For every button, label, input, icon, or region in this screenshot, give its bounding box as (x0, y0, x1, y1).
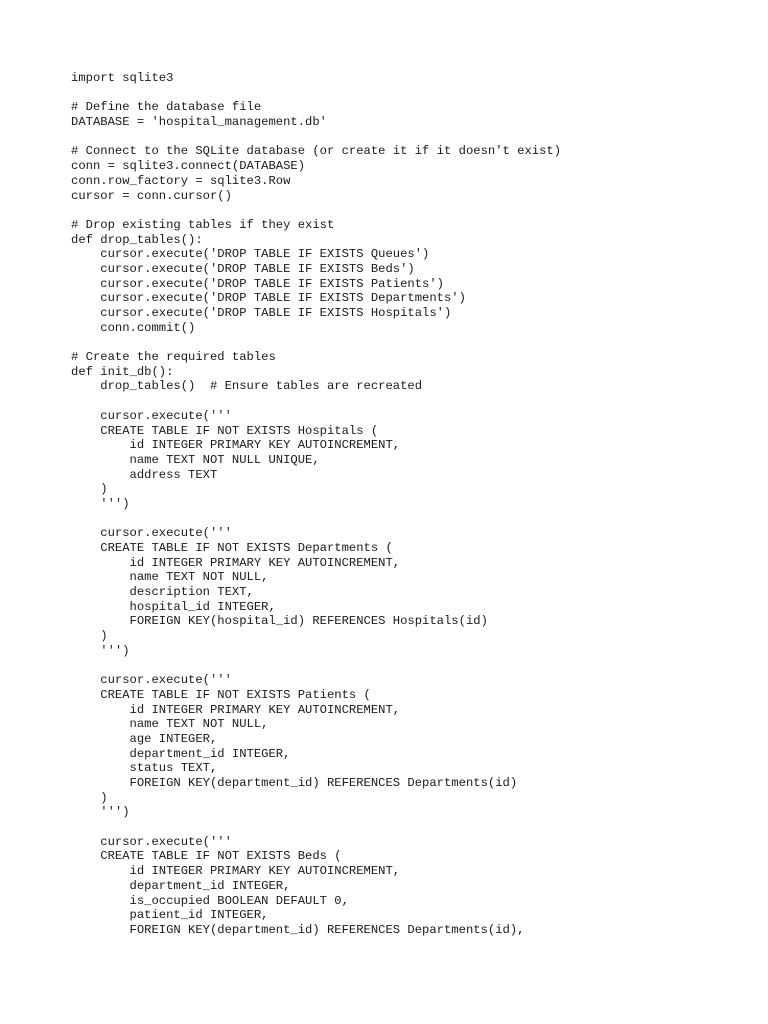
code-line: FOREIGN KEY(department_id) REFERENCES Departments(id), (71, 922, 525, 937)
code-line: hospital_id INTEGER, (71, 599, 276, 614)
code-listing (71, 71, 561, 938)
code-line: FOREIGN KEY(hospital_id) REFERENCES Hospitals(id) (71, 614, 488, 629)
code-line: id INTEGER PRIMARY KEY AUTOINCREMENT, (71, 438, 401, 453)
code-line (71, 394, 561, 409)
code-line (71, 659, 561, 674)
code-line: CREATE TABLE IF NOT EXISTS Beds ( (71, 849, 342, 864)
code-line: description TEXT, (71, 585, 254, 600)
code-line (71, 203, 561, 218)
code-line: # Define the database file (71, 100, 262, 115)
code-line: CREATE TABLE IF NOT EXISTS Departments ( (71, 541, 393, 555)
code-line: cursor.execute('DROP TABLE IF EXISTS Queues') (71, 247, 430, 262)
code-line (71, 335, 561, 350)
code-line: id INTEGER PRIMARY KEY AUTOINCREMENT, (71, 702, 401, 717)
code-line: department_id INTEGER, (71, 878, 291, 893)
code-line (71, 512, 561, 527)
code-line: conn.commit() (71, 320, 196, 335)
code-line: drop_tables() # Ensure tables are recreated (71, 379, 423, 394)
code-line: def drop_tables(): (71, 232, 203, 247)
code-line: ) (71, 629, 108, 644)
code-line: cursor.execute('DROP TABLE IF EXISTS Hospitals') (71, 306, 452, 320)
code-line: import sqlite3 (71, 71, 174, 85)
code-line: name TEXT NOT NULL UNIQUE, (71, 452, 320, 467)
code-line: patient_id INTEGER, (71, 908, 269, 923)
code-line: # Drop existing tables if they exist (71, 217, 335, 232)
code-line (71, 86, 561, 101)
code-line: id INTEGER PRIMARY KEY AUTOINCREMENT, (71, 555, 401, 570)
code-line: conn = sqlite3.connect(DATABASE) (71, 159, 306, 174)
code-line: age INTEGER, (71, 731, 218, 746)
code-line: cursor.execute('DROP TABLE IF EXISTS Patients') (71, 276, 444, 291)
code-line: FOREIGN KEY(department_id) REFERENCES Departments(id) (71, 776, 518, 790)
code-line: ) (71, 790, 108, 805)
code-line: conn.row_factory = sqlite3.Row (71, 173, 291, 188)
code-line: ''') (71, 643, 130, 658)
code-line: cursor.execute(''' (71, 834, 232, 849)
code-line: CREATE TABLE IF NOT EXISTS Hospitals ( (71, 423, 379, 438)
code-line: cursor.execute(''' (71, 526, 232, 541)
code-line: department_id INTEGER, (71, 746, 291, 761)
code-line: address TEXT (71, 467, 218, 482)
code-line: name TEXT NOT NULL, (71, 717, 269, 732)
code-line: id INTEGER PRIMARY KEY AUTOINCREMENT, (71, 864, 401, 879)
code-line: cursor.execute(''' (71, 673, 232, 688)
code-line: is_occupied BOOLEAN DEFAULT 0, (71, 893, 349, 908)
code-line: cursor.execute(''' (71, 408, 232, 423)
code-line: name TEXT NOT NULL, (71, 570, 269, 585)
code-line: # Create the required tables (71, 350, 276, 365)
code-line: cursor.execute('DROP TABLE IF EXISTS Beds') (71, 261, 415, 276)
code-line: # Connect to the SQLite database (or create it if it doesn't exist) (71, 144, 562, 159)
code-line (71, 820, 561, 835)
code-line: cursor.execute('DROP TABLE IF EXISTS Departments') (71, 291, 466, 306)
code-line (71, 130, 561, 145)
code-line: def init_db(): (71, 364, 174, 379)
code-line: ''') (71, 496, 130, 511)
code-line: status TEXT, (71, 761, 218, 776)
code-line: ''') (71, 805, 130, 820)
code-line: ) (71, 482, 108, 497)
code-line: cursor = conn.cursor() (71, 188, 232, 203)
code-line: CREATE TABLE IF NOT EXISTS Patients ( (71, 687, 371, 702)
code-line: DATABASE = 'hospital_management.db' (71, 115, 327, 130)
